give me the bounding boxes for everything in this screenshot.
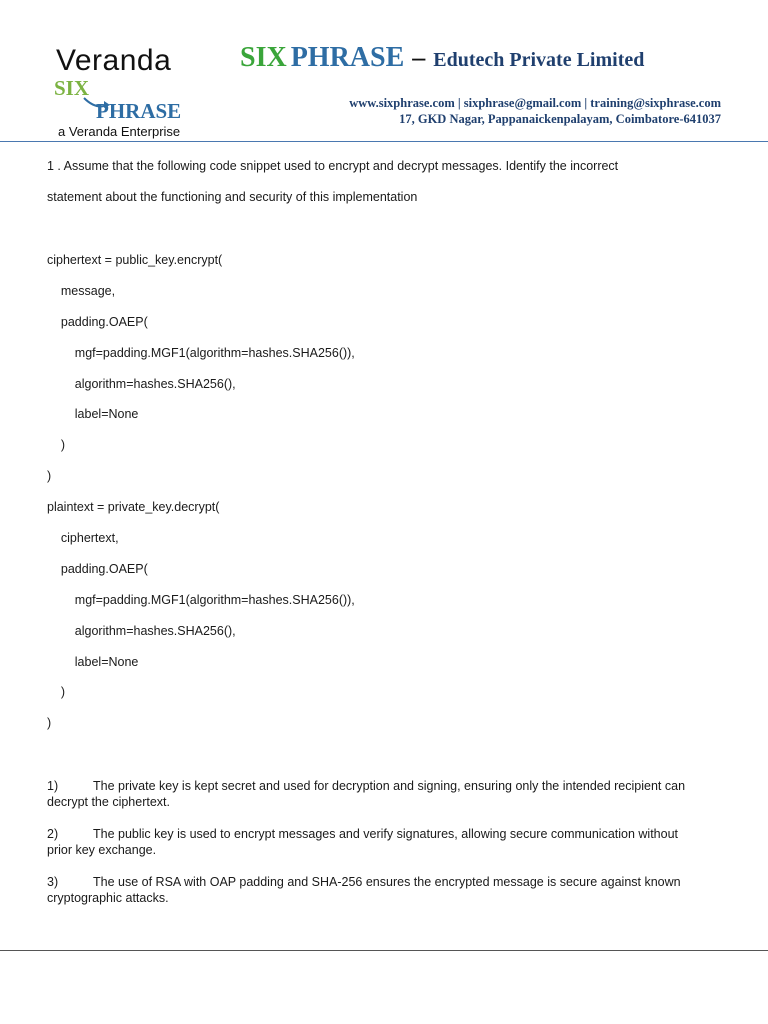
footer-divider <box>0 950 768 951</box>
header-divider <box>0 141 768 142</box>
question-text-line-2: statement about the functioning and security of this implementation <box>47 190 418 204</box>
option-text-first-line: The use of RSA with OAP padding and SHA-256 ensures the encrypted message is secure against known <box>93 875 681 890</box>
answer-options <box>47 778 715 906</box>
option-text-rest: prior key exchange. <box>47 843 157 858</box>
question-text-line-1: 1 . Assume that the following code snippet used to encrypt and decrypt messages. Identify the incorrect <box>47 159 619 173</box>
code-line: message, <box>47 283 116 298</box>
answer-option-2-cont <box>47 842 715 858</box>
code-snippet <box>47 252 715 731</box>
code-line: label=None <box>47 407 139 422</box>
veranda-sixphrase-logo <box>52 44 212 144</box>
code-line: ciphertext = public_key.encrypt( <box>47 253 223 267</box>
code-line: algorithm=hashes.SHA256(), <box>47 376 236 391</box>
answer-option-3[interactable] <box>47 874 715 890</box>
code-line: plaintext = private_key.decrypt( <box>47 500 220 515</box>
answer-option-2[interactable] <box>47 826 715 842</box>
contact-links: www.sixphrase.com | sixphrase@gmail.com | training@sixphrase.com <box>349 96 721 110</box>
code-line: ciphertext, <box>47 531 119 546</box>
code-line: padding.OAEP( <box>47 314 148 329</box>
logo-six-text: SIX <box>54 76 90 100</box>
answer-option-3-cont <box>47 890 715 906</box>
code-line: ) <box>47 716 52 731</box>
logo-veranda-text: Veranda <box>56 44 172 77</box>
code-line: algorithm=hashes.SHA256(), <box>47 623 236 638</box>
option-text-rest: decrypt the ciphertext. <box>47 795 170 810</box>
contact-info <box>349 95 721 127</box>
answer-option-1[interactable] <box>47 778 715 794</box>
company-title-suffix: Edutech Private Limited <box>433 49 645 71</box>
option-number: 2) <box>47 827 59 842</box>
code-line: ) <box>47 685 66 700</box>
contact-address: 17, GKD Nagar, Pappanaickenpalayam, Coimbatore-641037 <box>399 112 721 126</box>
answer-option-1-cont <box>47 794 715 810</box>
option-text-first-line: The private key is kept secret and used for decryption and signing, ensuring only the intended recipient can <box>93 779 686 794</box>
option-number: 1) <box>47 779 59 794</box>
option-text-first-line: The public key is used to encrypt messages and verify signatures, allowing secure communication without <box>93 827 679 842</box>
company-title-phrase: PHRASE <box>290 42 405 73</box>
code-line: ) <box>47 469 52 484</box>
option-text-rest: cryptographic attacks. <box>47 891 169 906</box>
code-line: label=None <box>47 654 139 669</box>
code-line: mgf=padding.MGF1(algorithm=hashes.SHA256()), <box>47 592 355 607</box>
code-line: ) <box>47 438 66 453</box>
logo-tagline: a Veranda Enterprise <box>58 124 181 139</box>
question-body <box>47 158 715 922</box>
logo-phrase-text: PHRASE <box>96 99 182 123</box>
company-title <box>240 42 644 74</box>
option-number: 3) <box>47 875 59 890</box>
page-header <box>0 0 768 142</box>
company-title-six: SIX <box>240 42 287 73</box>
company-title-dash: – <box>412 43 426 72</box>
code-line: mgf=padding.MGF1(algorithm=hashes.SHA256()), <box>47 345 355 360</box>
code-line: padding.OAEP( <box>47 561 148 576</box>
